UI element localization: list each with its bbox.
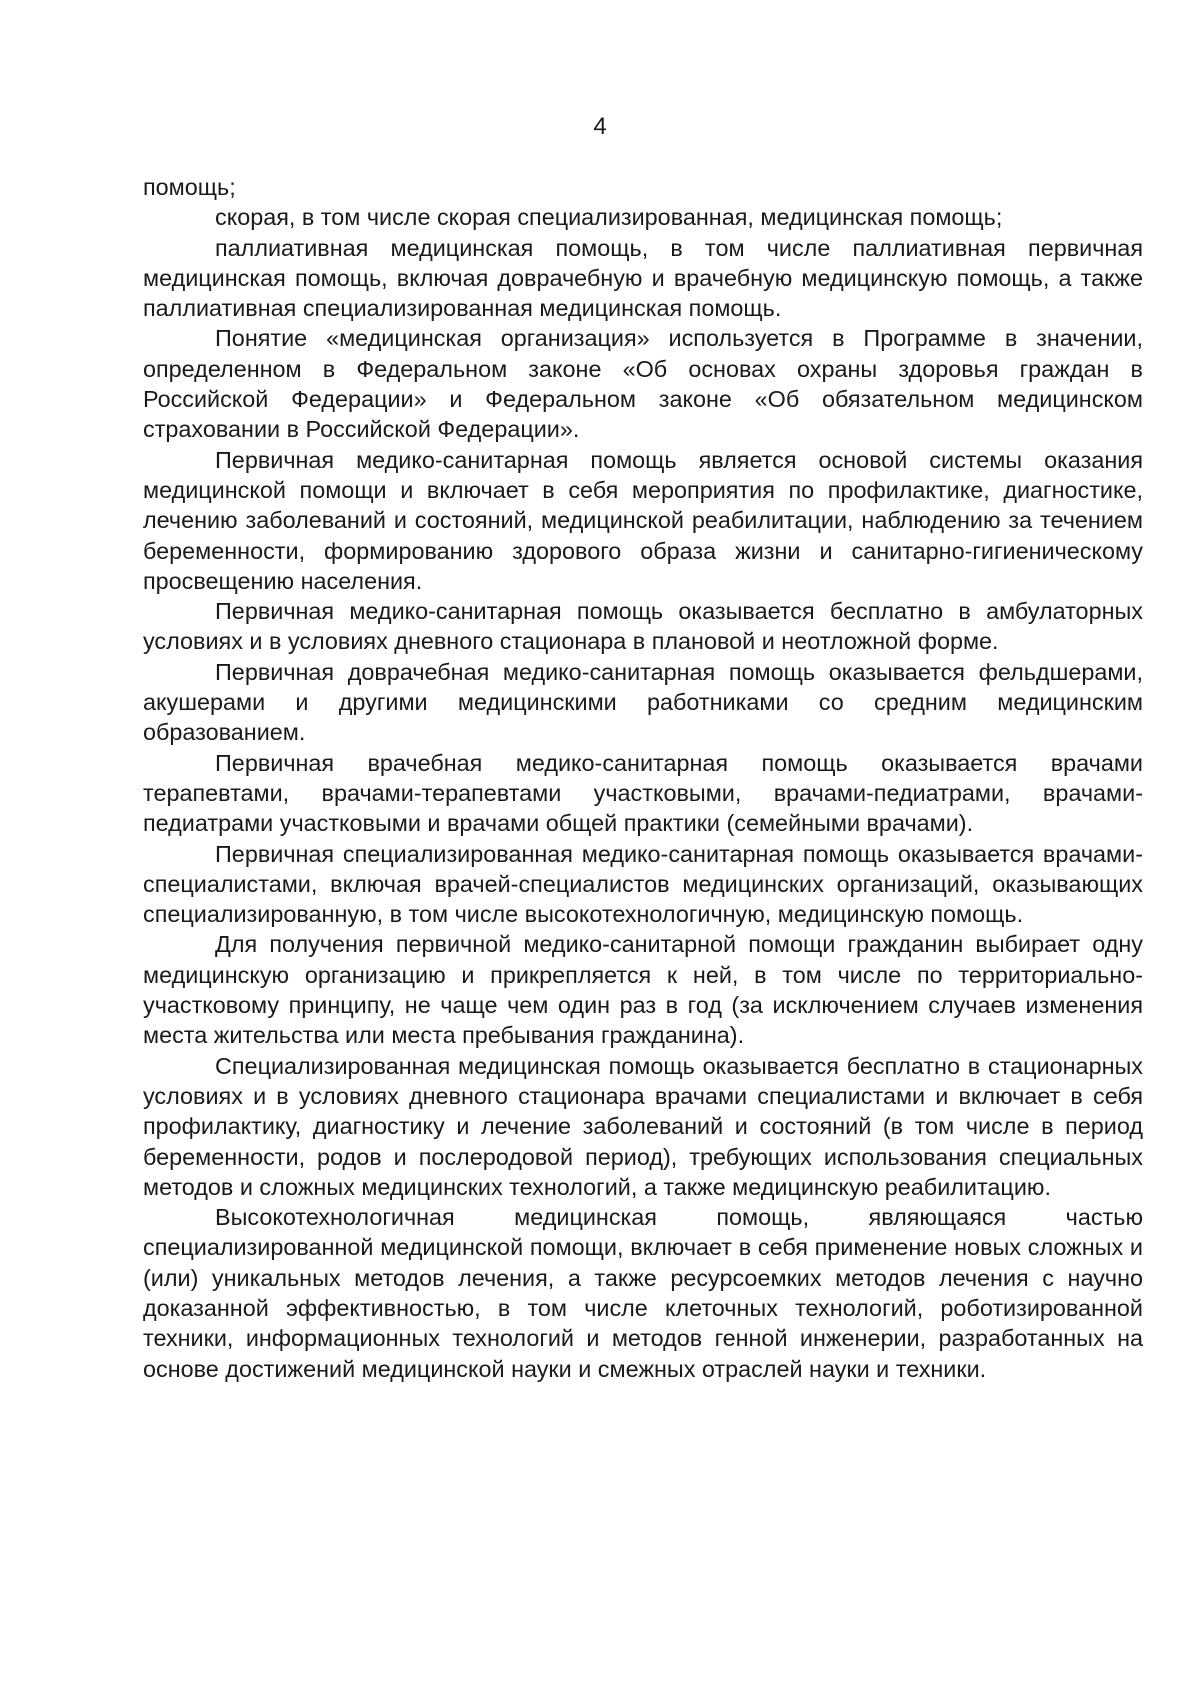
paragraph: паллиативная медицинская помощь, в том числе паллиативная первичная медицинская помощь, включая доврачебную и врачебную медицинскую помощь, а также паллиативная специализированная медицинская помощь. [143,234,1143,322]
paragraph: скорая, в том числе скорая специализированная, медицинская помощь; [215,204,1003,231]
paragraph: помощь; [143,174,236,200]
paragraph: Специализированная медицинская помощь оказывается бесплатно в стационарных условиях и в условиях дневного стационара врачами специалистами и включает в себя профилактику, диагностику и лечение заболеваний и состояний (в том числе в период беременности, родов и послеродовой период), требующих использования специальных методов и сложных медицинских технологий, а также медицинскую реабилитацию. [143,1052,1143,1200]
paragraph: Первичная медико-санитарная помощь оказывается бесплатно в амбулаторных условиях и в условиях дневного стационара в плановой и неотложной форме. [143,598,1143,655]
paragraph: Первичная специализированная медико-санитарная помощь оказывается врачами-специалистами, включая врачей-специалистов медицинских организаций, оказывающих специализированную, в том числе высокотехнологичную, медицинскую помощь. [143,840,1143,928]
paragraph: Первичная доврачебная медико-санитарная помощь оказывается фельдшерами, акушерами и другими медицинскими работниками со средним медицинским образованием. [143,658,1143,746]
paragraph: Понятие «медицинская организация» используется в Программе в значении, определенном в Федеральном законе «Об основах охраны здоровья граждан в Российской Федерации» и Федеральном законе «Об обязательном медицинском страховании в Российской Федерации». [143,325,1143,443]
paragraph: Высокотехнологичная медицинская помощь, являющаяся частью специализированной медицинской помощи, включает в себя применение новых сложных и (или) уникальных методов лечения, а также ресурсоемких методов лечения с научно доказанной эффективностью, в том числе клеточных технологий, роботизированной техники, информационных технологий и методов генной инженерии, разработанных на основе достижений медицинской науки и смежных отраслей науки и техники. [143,1204,1143,1382]
paragraph: Для получения первичной медико-санитарной помощи гражданин выбирает одну медицинскую организацию и прикрепляется к ней, в том числе по территориально-участковому принципу, не чаще чем один раз в год (за исключением случаев изменения места жительства или места пребывания гражданина). [143,931,1143,1049]
paragraph: Первичная медико-санитарная помощь является основой системы оказания медицинской помощи и включает в себя мероприятия по профилактике, диагностике, лечению заболеваний и состояний, медицинской реабилитации, наблюдению за течением беременности, формированию здорового образа жизни и санитарно-гигиеническому просвещению населения. [143,446,1143,594]
document-body [143,172,1143,1384]
page-number: 4 [593,113,607,140]
paragraph: Первичная врачебная медико-санитарная помощь оказывается врачами терапевтами, врачами-терапевтами участковыми, врачами-педиатрами, врачами-педиатрами участковыми и врачами общей практики (семейными врачами). [143,749,1143,837]
